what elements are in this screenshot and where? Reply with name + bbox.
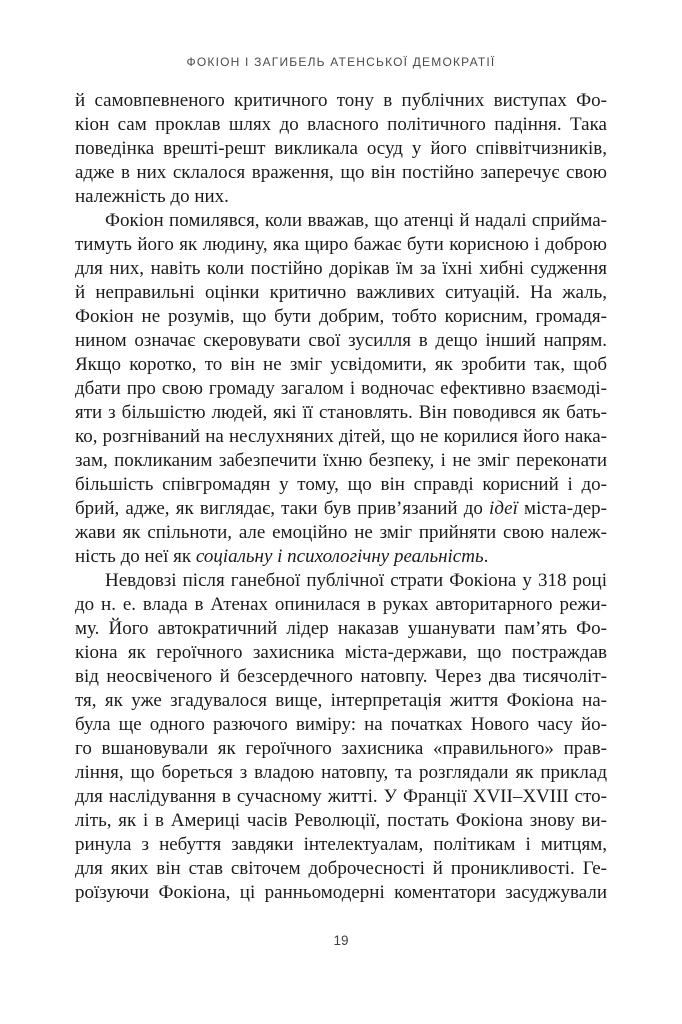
body-text	[75, 89, 607, 905]
text-line: Фокіон помилявся, коли вважав, що атенці й надалі сприйма-	[105, 210, 607, 231]
text-line: Фокіон не розумів, що бути добрим, тобто корисним, громадя-	[75, 306, 607, 327]
text-line: жави як спільноти, але емоційно не зміг прийняти свою належ-	[75, 522, 607, 543]
text-line: тя, як уже згадувалося вище, інтерпретація життя Фокіона на-	[75, 690, 607, 711]
text-line: нином означає скеровувати свої зусилля в дещо інший напрям.	[75, 330, 607, 351]
text-line: для них, навіть коли постійно дорікав їм за їхні хибні судження	[75, 258, 607, 279]
text-line: зам, покликаним забезпечити їхню безпеку, і не зміг переконати	[75, 450, 607, 471]
text-line: дбати про свою громаду загалом і водночас ефективно взаємоді-	[75, 378, 607, 399]
text-line: належність до них.	[75, 186, 229, 207]
text-line: була ще одного разючого виміру: на початках Нового часу йо-	[75, 714, 607, 735]
text-line: адже в них склалося враження, що він постійно заперечує свою	[75, 162, 607, 183]
text-line: до н. е. влада в Атенах опинилася в руках авторитарного режи-	[75, 594, 607, 615]
text-line: більшість співгромадян у тому, що він справді корисний і до-	[75, 474, 607, 495]
text-line: Невдовзі після ганебної публічної страти Фокіона у 318 році	[105, 570, 607, 591]
text-line: Якщо коротко, то він не зміг усвідомити, як зробити так, щоб	[75, 354, 607, 375]
text-line: ринула з небуття завдяки інтелектуалам, політикам і митцям,	[75, 834, 607, 855]
running-header: ФОКІОН І ЗАГИБЕЛЬ АТЕНСЬКОЇ ДЕМОКРАТІЇ	[186, 55, 496, 69]
text-line: яти з більшістю людей, які її становлять. Він поводився як бать-	[75, 402, 607, 423]
text-line: ність до неї як соціальну і психологічну реальність.	[75, 546, 489, 567]
text-line: кіона як героїчного захисника міста-держави, що постраждав	[75, 642, 607, 663]
text-line: літь, як і в Америці часів Революції, постать Фокіона знову ви-	[75, 810, 607, 831]
text-line: ко, розгніваний на неслухняних дітей, що не корилися його нака-	[75, 426, 607, 447]
text-line: поведінка врешті-решт викликала осуд у його співвітчизників,	[75, 138, 607, 159]
text-line: для яких він став світочем доброчесності й проникливості. Ге-	[75, 858, 607, 879]
text-line: тимуть його як людину, яка щиро бажає бути корисною і доброю	[75, 234, 607, 255]
text-line: ління, що бореться з владою натовпу, та розглядали як приклад	[75, 762, 607, 783]
text-line: й неправильні оцінки критично важливих ситуацій. На жаль,	[75, 282, 607, 303]
text-line: го вшановували як героїчного захисника «правильного» прав-	[75, 738, 607, 759]
text-line: роїзуючи Фокіона, ці ранньомодерні коментатори засуджували	[75, 882, 607, 903]
text-line: му. Його автократичний лідер наказав ушанувати пам’ять Фо-	[75, 618, 607, 639]
page-number: 19	[333, 933, 349, 948]
text-line: брий, адже, як виглядає, таки був прив’язаний до ідеї міста-дер-	[75, 498, 607, 519]
text-line: від неосвіченого й безсердечного натовпу. Через два тисячоліт-	[75, 666, 607, 687]
text-line: для наслідування в сучасному житті. У Франції XVII–XVIII сто-	[75, 786, 607, 807]
text-line: й самовпевненого критичного тону в публічних виступах Фо-	[75, 90, 607, 111]
text-line: кіон сам проклав шлях до власного політичного падіння. Така	[75, 114, 607, 135]
